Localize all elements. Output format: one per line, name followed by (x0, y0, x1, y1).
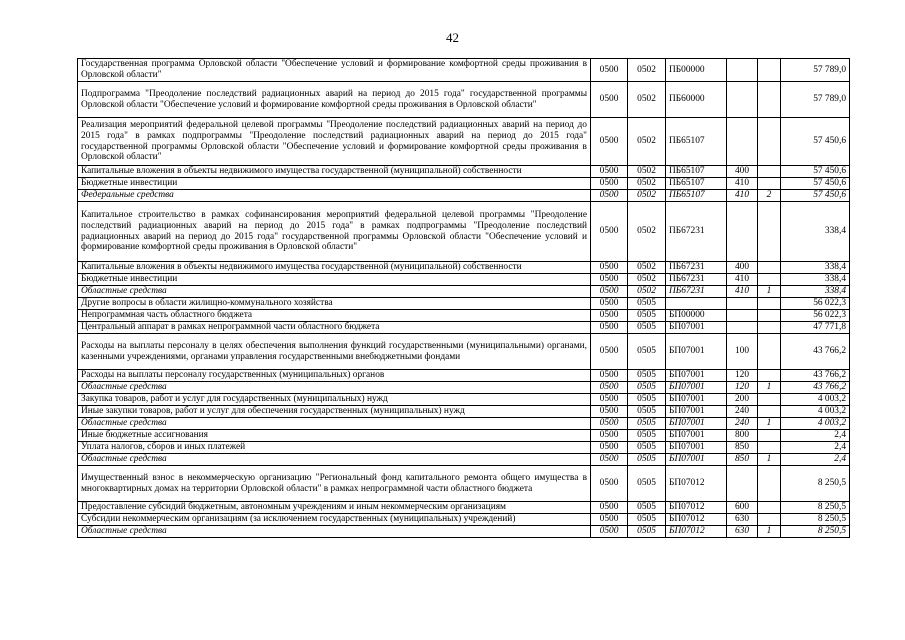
funding-source-code (758, 118, 781, 166)
section-code: 0500 (591, 406, 628, 418)
expense-type-code (727, 82, 758, 118)
amount: 57 789,0 (781, 59, 850, 82)
funding-source-code (758, 262, 781, 274)
expense-type-code: 600 (727, 502, 758, 514)
subsection-code: 0505 (628, 406, 666, 418)
target-article-code: БП07012 (666, 526, 727, 538)
subsection-code: 0502 (628, 59, 666, 82)
subsection-code: 0502 (628, 202, 666, 262)
expense-type-code: 100 (727, 334, 758, 370)
target-article-code: БП07001 (666, 334, 727, 370)
amount: 57 450,6 (781, 118, 850, 166)
subsection-code: 0502 (628, 286, 666, 298)
table-row (78, 274, 850, 286)
section-code: 0500 (591, 394, 628, 406)
amount: 8 250,5 (781, 514, 850, 526)
amount: 4 003,2 (781, 406, 850, 418)
target-article-code: БП07012 (666, 502, 727, 514)
funding-source-code (758, 370, 781, 382)
subsection-code: 0505 (628, 418, 666, 430)
target-article-code: ПБ60000 (666, 82, 727, 118)
amount: 57 450,6 (781, 190, 850, 202)
funding-source-code (758, 166, 781, 178)
row-name: Областные средства (78, 382, 591, 394)
funding-source-code (758, 310, 781, 322)
target-article-code: ПБ65107 (666, 118, 727, 166)
amount: 8 250,5 (781, 502, 850, 514)
table-row (78, 370, 850, 382)
section-code: 0500 (591, 262, 628, 274)
funding-source-code: 1 (758, 418, 781, 430)
row-name: Областные средства (78, 454, 591, 466)
expense-type-code: 410 (727, 274, 758, 286)
row-name: Бюджетные инвестиции (78, 178, 591, 190)
expense-type-code: 630 (727, 514, 758, 526)
subsection-code: 0505 (628, 370, 666, 382)
table-row (78, 526, 850, 538)
section-code: 0500 (591, 59, 628, 82)
expense-type-code: 850 (727, 454, 758, 466)
target-article-code: БП07012 (666, 514, 727, 526)
subsection-code: 0502 (628, 118, 666, 166)
table-row (78, 190, 850, 202)
funding-source-code: 1 (758, 526, 781, 538)
row-name: Иные бюджетные ассигнования (78, 430, 591, 442)
expense-type-code (727, 202, 758, 262)
table-row (78, 406, 850, 418)
table-row (78, 502, 850, 514)
row-name: Другие вопросы в области жилищно-коммунального хозяйства (78, 298, 591, 310)
target-article-code: БП07001 (666, 394, 727, 406)
target-article-code: БП07001 (666, 442, 727, 454)
table-row (78, 310, 850, 322)
subsection-code: 0505 (628, 442, 666, 454)
subsection-code: 0505 (628, 298, 666, 310)
amount: 56 022,3 (781, 310, 850, 322)
row-name: Имущественный взнос в некоммерческую организацию "Региональный фонд капитального ремонта общего имущества в многоквартирных домах на территории Орловской области" в рамках непрограммной части областного бюджета (78, 466, 591, 502)
expense-type-code: 410 (727, 286, 758, 298)
amount: 338,4 (781, 286, 850, 298)
amount: 43 766,2 (781, 370, 850, 382)
table-row (78, 59, 850, 82)
funding-source-code (758, 82, 781, 118)
row-name: Иные закупки товаров, работ и услуг для обеспечения государственных (муниципальных) нужд (78, 406, 591, 418)
amount: 8 250,5 (781, 466, 850, 502)
subsection-code: 0505 (628, 430, 666, 442)
subsection-code: 0505 (628, 514, 666, 526)
target-article-code (666, 298, 727, 310)
budget-table (77, 58, 850, 538)
subsection-code: 0502 (628, 178, 666, 190)
amount: 4 003,2 (781, 394, 850, 406)
section-code: 0500 (591, 382, 628, 394)
funding-source-code (758, 514, 781, 526)
funding-source-code (758, 322, 781, 334)
page-number: 42 (446, 30, 459, 45)
amount: 43 766,2 (781, 382, 850, 394)
row-name: Закупка товаров, работ и услуг для государственных (муниципальных) нужд (78, 394, 591, 406)
expense-type-code (727, 310, 758, 322)
table-row (78, 442, 850, 454)
table-row (78, 166, 850, 178)
funding-source-code (758, 430, 781, 442)
section-code: 0500 (591, 298, 628, 310)
amount: 57 450,6 (781, 178, 850, 190)
section-code: 0500 (591, 118, 628, 166)
row-name: Государственная программа Орловской области "Обеспечение условий и формирование комфортной среды проживания в Орловской области" (78, 59, 591, 82)
section-code: 0500 (591, 454, 628, 466)
target-article-code: ПБ00000 (666, 59, 727, 82)
target-article-code: ПБ67231 (666, 202, 727, 262)
amount: 56 022,3 (781, 298, 850, 310)
section-code: 0500 (591, 526, 628, 538)
section-code: 0500 (591, 310, 628, 322)
expense-type-code: 240 (727, 418, 758, 430)
section-code: 0500 (591, 190, 628, 202)
expense-type-code (727, 59, 758, 82)
row-name: Уплата налогов, сборов и иных платежей (78, 442, 591, 454)
expense-type-code (727, 466, 758, 502)
amount: 338,4 (781, 274, 850, 286)
funding-source-code: 2 (758, 190, 781, 202)
section-code: 0500 (591, 466, 628, 502)
funding-source-code: 1 (758, 382, 781, 394)
section-code: 0500 (591, 82, 628, 118)
target-article-code: БП07001 (666, 382, 727, 394)
funding-source-code (758, 178, 781, 190)
subsection-code: 0502 (628, 82, 666, 118)
row-name: Центральный аппарат в рамках непрограммной части областного бюджета (78, 322, 591, 334)
target-article-code: БП07001 (666, 418, 727, 430)
expense-type-code (727, 118, 758, 166)
table-row (78, 466, 850, 502)
expense-type-code: 120 (727, 382, 758, 394)
target-article-code: БП00000 (666, 310, 727, 322)
section-code: 0500 (591, 334, 628, 370)
funding-source-code (758, 502, 781, 514)
expense-type-code: 630 (727, 526, 758, 538)
table-row (78, 382, 850, 394)
subsection-code: 0505 (628, 334, 666, 370)
row-name: Бюджетные инвестиции (78, 274, 591, 286)
expense-type-code: 800 (727, 430, 758, 442)
subsection-code: 0505 (628, 310, 666, 322)
funding-source-code (758, 274, 781, 286)
row-name: Капитальные вложения в объекты недвижимого имущества государственной (муниципальной) собственности (78, 166, 591, 178)
target-article-code: ПБ67231 (666, 286, 727, 298)
amount: 4 003,2 (781, 418, 850, 430)
subsection-code: 0505 (628, 394, 666, 406)
section-code: 0500 (591, 514, 628, 526)
expense-type-code: 200 (727, 394, 758, 406)
amount: 2,4 (781, 454, 850, 466)
table-row (78, 298, 850, 310)
funding-source-code (758, 202, 781, 262)
section-code: 0500 (591, 286, 628, 298)
table-row (78, 454, 850, 466)
amount: 338,4 (781, 202, 850, 262)
table-row (78, 394, 850, 406)
subsection-code: 0502 (628, 190, 666, 202)
table-row (78, 118, 850, 166)
row-name: Непрограммная часть областного бюджета (78, 310, 591, 322)
row-name: Реализация мероприятий федеральной целевой программы "Преодоление последствий радиационных аварий на период до 2015 года" в рамках подпрограммы "Преодоление последствий радиационных аварий на период до 2015 года" государственной программы Орловской области "Обеспечение условий и формирование комфортной среды проживания в Орловской области" (78, 118, 591, 166)
row-name: Подпрограмма "Преодоление последствий радиационных аварий на период до 2015 года" государственной программы Орловской области "Обеспечение условий и формирование комфортной среды проживания в Орловской области" (78, 82, 591, 118)
funding-source-code (758, 406, 781, 418)
subsection-code: 0502 (628, 274, 666, 286)
funding-source-code (758, 59, 781, 82)
target-article-code: БП07001 (666, 322, 727, 334)
expense-type-code: 400 (727, 166, 758, 178)
expense-type-code (727, 298, 758, 310)
funding-source-code: 1 (758, 454, 781, 466)
row-name: Областные средства (78, 526, 591, 538)
section-code: 0500 (591, 442, 628, 454)
subsection-code: 0505 (628, 466, 666, 502)
subsection-code: 0505 (628, 322, 666, 334)
funding-source-code (758, 334, 781, 370)
amount: 2,4 (781, 442, 850, 454)
table-row (78, 430, 850, 442)
row-name: Капитальные вложения в объекты недвижимого имущества государственной (муниципальной) собственности (78, 262, 591, 274)
target-article-code: БП07001 (666, 370, 727, 382)
target-article-code: ПБ67231 (666, 274, 727, 286)
table-row (78, 514, 850, 526)
expense-type-code: 240 (727, 406, 758, 418)
target-article-code: БП07001 (666, 430, 727, 442)
table-row (78, 286, 850, 298)
amount: 2,4 (781, 430, 850, 442)
funding-source-code (758, 442, 781, 454)
section-code: 0500 (591, 274, 628, 286)
target-article-code: БП07001 (666, 454, 727, 466)
funding-source-code: 1 (758, 286, 781, 298)
target-article-code: ПБ65107 (666, 178, 727, 190)
row-name: Расходы на выплаты персоналу государственных (муниципальных) органов (78, 370, 591, 382)
section-code: 0500 (591, 370, 628, 382)
expense-type-code: 850 (727, 442, 758, 454)
subsection-code: 0505 (628, 526, 666, 538)
expense-type-code: 400 (727, 262, 758, 274)
row-name: Федеральные средства (78, 190, 591, 202)
amount: 47 771,8 (781, 322, 850, 334)
amount: 8 250,5 (781, 526, 850, 538)
funding-source-code (758, 466, 781, 502)
subsection-code: 0505 (628, 382, 666, 394)
amount: 57 450,6 (781, 166, 850, 178)
subsection-code: 0502 (628, 166, 666, 178)
amount: 338,4 (781, 262, 850, 274)
amount: 57 789,0 (781, 82, 850, 118)
row-name: Областные средства (78, 418, 591, 430)
section-code: 0500 (591, 418, 628, 430)
subsection-code: 0505 (628, 454, 666, 466)
table-row (78, 262, 850, 274)
subsection-code: 0502 (628, 262, 666, 274)
expense-type-code (727, 322, 758, 334)
amount: 43 766,2 (781, 334, 850, 370)
target-article-code: ПБ65107 (666, 190, 727, 202)
section-code: 0500 (591, 202, 628, 262)
expense-type-code: 410 (727, 178, 758, 190)
funding-source-code (758, 298, 781, 310)
section-code: 0500 (591, 502, 628, 514)
target-article-code: ПБ65107 (666, 166, 727, 178)
table-row (78, 418, 850, 430)
table-row (78, 334, 850, 370)
table-row (78, 322, 850, 334)
section-code: 0500 (591, 322, 628, 334)
target-article-code: ПБ67231 (666, 262, 727, 274)
table-body (78, 59, 850, 538)
row-name: Областные средства (78, 286, 591, 298)
row-name: Субсидии некоммерческим организациям (за исключением государственных (муниципальных) учреждений) (78, 514, 591, 526)
section-code: 0500 (591, 430, 628, 442)
target-article-code: БП07001 (666, 406, 727, 418)
expense-type-code: 120 (727, 370, 758, 382)
row-name: Расходы на выплаты персоналу в целях обеспечения выполнения функций государственными (муниципальными) органами, казенными учреждениями, органами управления государственными внебюджетными фондами (78, 334, 591, 370)
row-name: Капитальное строительство в рамках софинансирования мероприятий федеральной целевой программы "Преодоление последствий радиационных аварий на период до 2015 года" в рамках подпрограммы "Преодоление последствий радиационных аварий на период до 2015 года" государственной программы Орловской области "Обеспечение условий и формирование комфортной среды проживания в Орловской области" (78, 202, 591, 262)
table-row (78, 178, 850, 190)
funding-source-code (758, 394, 781, 406)
target-article-code: БП07012 (666, 466, 727, 502)
table-row (78, 82, 850, 118)
expense-type-code: 410 (727, 190, 758, 202)
section-code: 0500 (591, 166, 628, 178)
row-name: Предоставление субсидий бюджетным, автономным учреждениям и иным некоммерческим организациям (78, 502, 591, 514)
subsection-code: 0505 (628, 502, 666, 514)
table-row (78, 202, 850, 262)
section-code: 0500 (591, 178, 628, 190)
